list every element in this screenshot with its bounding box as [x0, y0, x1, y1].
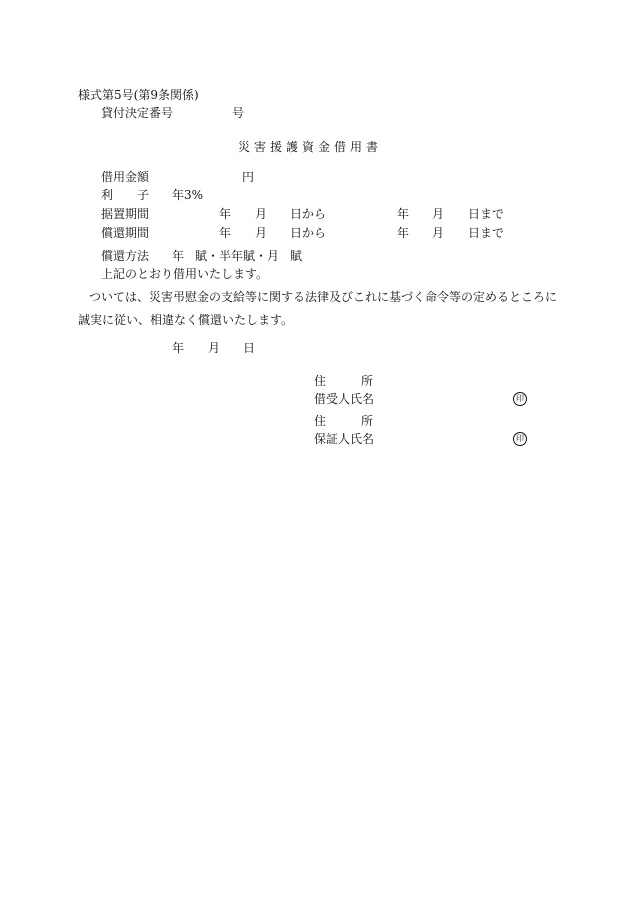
deferral-end-day: 日まで: [468, 207, 505, 221]
repayment-method-label: 償還方法: [101, 249, 150, 263]
date-month: 月: [208, 341, 221, 355]
statement-line-2: ついては、災害弔慰金の支給等に関する法律及びこれに基づく命令等の定めるところに: [89, 290, 558, 304]
deferral-start-month: 月: [255, 207, 268, 221]
date-day: 日: [243, 341, 256, 355]
repayment-start-month: 月: [255, 226, 268, 240]
loan-amount-unit: 円: [242, 170, 255, 184]
interest-value: 年3%: [172, 188, 204, 202]
interest-label-1: 利: [101, 188, 114, 202]
guarantor-seal-icon: 印: [513, 432, 527, 446]
repayment-end-month: 月: [432, 226, 445, 240]
deferral-period-label: 据置期間: [101, 207, 150, 221]
deferral-end-year: 年: [397, 207, 410, 221]
borrower-address-label-2: 所: [361, 374, 374, 388]
statement-line-3: 誠実に従い、相違なく償還いたします。: [78, 313, 294, 327]
interest-label-2: 子: [137, 188, 150, 202]
deferral-end-month: 月: [432, 207, 445, 221]
repayment-period-label: 償還期間: [101, 226, 150, 240]
deferral-start-year: 年: [219, 207, 232, 221]
repayment-end-day: 日まで: [468, 226, 505, 240]
decision-number-label: 貸付決定番号: [101, 106, 174, 120]
borrower-address-label-1: 住: [314, 374, 327, 388]
repayment-method-year: 年: [172, 249, 185, 263]
date-year: 年: [172, 341, 185, 355]
form-number: 様式第5号(第9条関係): [78, 88, 199, 102]
statement-line-1: 上記のとおり借用いたします。: [101, 267, 269, 281]
deferral-start-day: 日から: [290, 207, 327, 221]
repayment-start-day: 日から: [290, 226, 327, 240]
repayment-method-options: 賦・半年賦・月: [195, 249, 280, 263]
guarantor-address-label-2: 所: [361, 414, 374, 428]
borrower-name-label: 借受人氏名: [314, 392, 375, 406]
repayment-end-year: 年: [397, 226, 410, 240]
repayment-start-year: 年: [219, 226, 232, 240]
borrower-seal-icon: 印: [513, 392, 527, 406]
document-title: 災害援護資金借用書: [238, 140, 383, 154]
guarantor-name-label: 保証人氏名: [314, 432, 375, 446]
decision-number-suffix: 号: [232, 106, 245, 120]
repayment-method-suffix: 賦: [290, 249, 303, 263]
guarantor-address-label-1: 住: [314, 414, 327, 428]
loan-amount-label: 借用金額: [101, 170, 150, 184]
